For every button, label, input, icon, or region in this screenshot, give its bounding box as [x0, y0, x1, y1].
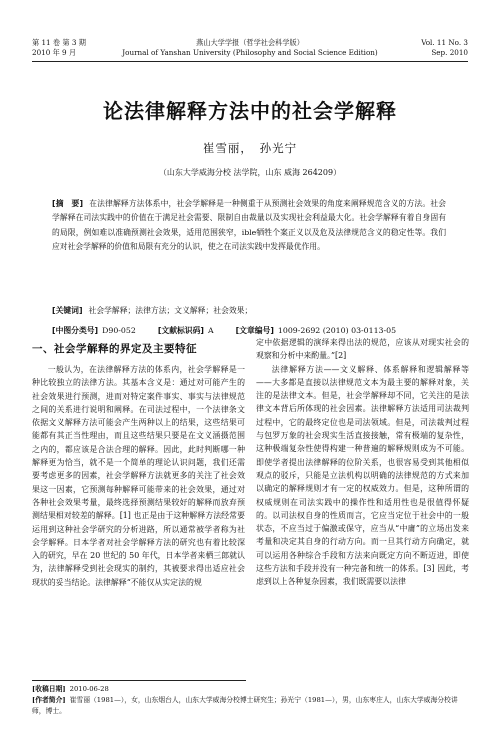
- publication-date-en: Sep. 2010: [431, 48, 468, 57]
- body-paragraph: 一般认为，在法律解释方法的体系内，社会学解释是一种比较独立的法律方法。其基本含义是：通过对可能产生的社会效果进行预测，进而对特定案件事实、事实与法律规范之间的关系进行说明和阐释。在司法过程中，一个法律条文依据文义解释方法可能会产生两种以上的结果，这些结果可能都有其正当性理由，而且这些结果只要是在文义涵摄范围之内的，都应该是合法合理的解释。因此，此时判断哪一种解释更为恰当，就不是一个简单的理论认识问题，我们还需要考虑更多的因素，社会学解释方法就更多的关注了社会效果这一因素，它预测每种解释可能带来的社会效果，通过对各种社会效果考量，最终选择预测结果较好的解释而放弃预测结果相对较差的解释。[1] 也正是由于这种解释方法经常要运用到这种社会学研究的分析进路，所以通常被学者称为社会学解释。日本学者对社会学解释方法的研究也有着比较深入的研究，早在 20 世纪的 50 年代，日本学者来栖三郎就认为，法律解释受到社会现实的制约，其被要求得出适应社会现状的妥当结论。法律解释“不能仅从实定法的规: [32, 365, 245, 587]
- keywords-label: [关键词]: [52, 306, 83, 315]
- clc-value: D90-052: [102, 326, 136, 335]
- paper-title: 论法律解释方法中的社会学解释: [103, 99, 397, 123]
- right-column: [256, 336, 469, 589]
- received-date: 2010-06-28: [69, 685, 109, 693]
- received-label: [收稿日期]: [32, 685, 66, 693]
- keywords: [52, 305, 446, 316]
- paper-authors: 崔雪丽， 孙光宁: [202, 141, 298, 155]
- clc-label: [中图分类号]: [52, 326, 99, 335]
- publication-date: 2010 年 9 月: [32, 48, 77, 57]
- author-bio: 崔雪丽（1981—），女，山东烟台人，山东大学威海分校博士研究生；孙光宁（1981—），男，山东枣庄人，山东大学威海分校讲师，博士。: [32, 696, 458, 715]
- doc-code-label: [文献标识码]: [157, 326, 204, 335]
- doc-code-value: A: [207, 326, 214, 335]
- article-id-value: 1009-2692 (2010) 03-0113-05: [277, 326, 397, 335]
- body-paragraph-continued: 定中依据逻辑的演绎来得出法的规范，应该从对现实社会的观察和分析中来酌量。”[2]: [256, 338, 469, 361]
- footnote-rule: [32, 680, 246, 681]
- journal-name-cn: 燕山大学学报（哲学社会科学版）: [196, 38, 304, 47]
- keywords-text: 社会学解释；法律方法；文义解释；社会效果；: [88, 306, 253, 315]
- author-affiliation: （山东大学威海分校 法学院，山东 威海 264209）: [158, 168, 342, 177]
- journal-name-en: Journal of Yanshan University (Philosophy and Social Science Edition): [122, 48, 378, 57]
- volume-issue-en: Vol. 11 No. 3: [421, 38, 468, 47]
- footnote: [32, 684, 468, 717]
- abstract-label: [摘 要]: [52, 199, 84, 208]
- abstract: [52, 197, 446, 255]
- classification-line: [52, 325, 460, 336]
- section-heading: 一、社会学解释的界定及主要特征: [32, 343, 197, 355]
- volume-issue: 第 11 卷 第 3 期: [32, 38, 86, 47]
- abstract-text: 在法律解释方法体系中，社会学解释是一种侧重于从预测社会效果的角度来阐释规范含义的方法。社会学解释在司法实践中的价值在于满足社会需要、限制自由裁量以及实现社会利益最大化。社会学解释有着自身固有的局限，例如难以准确预测社会效果，适用范围狭窄，ible牺牲个案正义以及危及法律规范含义的稳定性等。我们应对社会学解释的价值和局限有充分的认识，使之在司法实践中发挥最优作用。: [52, 199, 446, 252]
- body-paragraph: 法律解释方法——文义解释、体系解释和逻辑解释等——大多都是直接以法律规范文本为最主要的解释对象，关注的是法律文本。但是，社会学解释却不同，它关注的是法律文本背后所体现的社会因素。法律解释方法适用司法裁判过程中，它的最终定位也是司法领域。但是，司法裁判过程与包罗万象的社会现实生活直接接触，常有极端的复杂性，这种极端复杂性使得构建一种普遍的解释规则成为不可能。即使学者提出法律解释的位阶关系，也很容易受到其他相似观点的驳斥，只能是立法机构以明确的法律规范的方式来加以确定的解释规则才有一定的权威效力。但是，这种所谓的权威规则在司法实践中的操作性和适用性也是很值得怀疑的。以司法权自身的性质而言，它应当定位于社会中的一般状态，不应当过于偏激或保守，应当从“中庸”的立场出发来考量和决定其自身的行动方向。而一旦其行动方向确定，就可以运用各种综合手段和方法来向既定方向不断迈进，即使这些方法和手段并没有一种完备和统一的体系。[3] 因此，考虑到以上各种复杂因素，我们既需要以法律: [256, 364, 469, 587]
- running-header: [32, 38, 468, 58]
- left-column: [32, 363, 245, 589]
- article-id-label: [文章编号]: [235, 326, 274, 335]
- header-rule: [32, 61, 468, 62]
- author-bio-label: [作者简介]: [32, 696, 66, 704]
